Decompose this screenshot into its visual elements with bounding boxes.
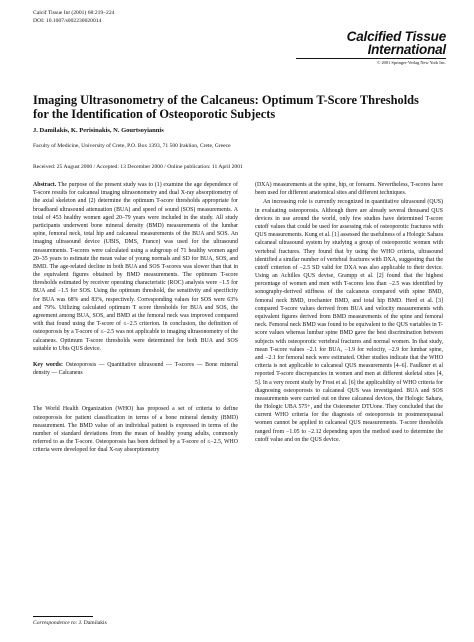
running-header <box>33 9 114 25</box>
keywords-text: Osteoporosis — Quantitative ultrasound — T-scores — Bone mineral density — Calcaneus <box>33 361 239 377</box>
footnote-text <box>33 620 238 626</box>
journal-logo <box>296 30 446 65</box>
doi: DOI: 10.1007/s002230020014 <box>33 18 102 24</box>
body-paragraph-qus: An increasing role is currently recognized in quantitative ultrasound (QUS) in evaluating osteoporosis. Although there are already several thousand QUS devices in use around the world, only few studies have determined T-score cutoff values that could be used for assessing risk of osteoporotic fractures with QUS measurements. Kung et al. [1] assessed the usefulness of a Hologic Sahara calcaneal ultrasound system by studying a group of osteoporotic women with vertebral fractures. They found that by using the WHO criteria, ultrasound identified a similar number of vertebral fractures with DXA, suggesting that the cutoff criterion of −2.5 SD valid for DXA was also applicable to their device. Using an Achilles QUS devise, Grampp et al. [2] found that the highest percentage of women and men with T-scores less than −2.5 was identified by sonography-derived stiffness of the calcaneus compared with spine BMD, femoral neck BMD, trochanter BMD, and total hip BMD. Herd et al. [3] compared T-score values derived from BUA and velocity measurements with equivalent figures derived from BMD measurements of the spine and femoral neck. Femoral neck BMD was found to be equivalent to the QUS variables in T-score values whereas lumbar spine BMD gave the best discrimination between subjects with osteoporotic vertebral fractures and normal women. In that study, mean T-score values −2.1 for BUA, −1.9 for velocity, −2.9 for lumbar spine, and −2.1 for femoral neck were estimated. Other studies indicate that the WHO criteria is not applicable to calcaneal QUS measurements [4–6]. Faulkner et al reported T-score discrepancies in women and men at different skeletal sites [4, 5]. In a very recent study by Frost et al. [6] the applicability of WHO criteria for diagnosing osteoporosis to calcaneal QUS was investigated. BUA and SOS measurements were carried out on three calcaneal devices, the Hologic Sahara, the Hologic UBA 575+, and the Osteometer DTUone. They concluded that the current WHO criteria for the diagnosis of osteoporosis in postmenopausal women cannot be applied to calcaneal QUS measurements. T-score thresholds ranged from −1.05 to −2.12 depending upon the method used to determine the cutoff value and on the QUS device. <box>255 199 443 443</box>
keywords <box>33 361 238 377</box>
keywords-label: Key words: <box>33 361 63 368</box>
logo-line-2: International <box>367 42 446 57</box>
author-list: J. Damilakis, K. Perisinakis, N. Gourtsoyiannis <box>33 127 164 134</box>
right-column <box>255 181 443 444</box>
abstract <box>33 181 238 353</box>
affiliation-line-1: Faculty of Medicine, University of Crete, P.O. Box 1393, 71 500 Iraklion, Crete, Greece <box>33 143 231 149</box>
affiliation <box>33 142 231 150</box>
intro-paragraph: The World Health Organization (WHO) has proposed a set of criteria to define osteoporosis for patient classification in terms of a bone mineral density (BMD) measurement. The BMD value of an individual patient is expressed in terms of the number of standard deviations from the mean of healthy young adults, commonly referred to as the T-score. Osteoporosis has been defined by a T-score of ≤−2.5, WHO criteria were developed for dual X-ray absorptiometry <box>33 406 238 454</box>
journal-citation: Calcif Tissue Int (2001) 68:219–224 <box>33 10 115 16</box>
left-column <box>33 181 238 454</box>
article-title: Imaging Ultrasonometry of the Calcaneus: Optimum T-Score Thresholds for the Identification of Osteoporotic Subjects <box>33 93 419 121</box>
footnote-label: Correspondence to: <box>33 619 78 626</box>
footnote-rule <box>33 616 93 617</box>
logo-copyright: © 2001 Springer-Verlag New York Inc. <box>377 60 446 65</box>
logo-rule <box>296 58 446 59</box>
abstract-label: Abstract. <box>33 182 57 188</box>
footnote-name: J. Damilakis <box>78 619 107 626</box>
abstract-text: The purpose of the present study was to (1) examine the age dependence of T-score results for calcaneal imaging ultrasonometry and dual X-ray absorptiometry of the axial skeleton and (2) determine the optimum T-score thresholds appropriate for broadband ultrasound attenuation (BUA) and speed of sound (SOS) measurements. A total of 453 healthy women aged 20–79 years were included in the study. All study participants underwent bone mineral density (BMD) measurements of the lumbar spine, femoral neck, total hip and calcaneal measurements of the BUA and SOS. An imaging ultrasound device (UBIS, DMS, France) was used for the ultrasound measurements. T-scores were calculated using a subgroup of 71 healthy women aged 20–35 years to estimate the mean value of young normals and SD for BUA, SOS, and BMD. The age-related decline in both BUA and SOS T-scores was slower than that in the equivalent figures obtained by BMD measurements. The optimum T-score thresholds estimated by receiver operating characteristic (ROC) analysis were −1.5 for BUA and −1.5 for SOS. Using the optimum threshold, the sensitivity and specificity for BUA was 68% and 83%, respectively. Corresponding values for SOS were 63% and 79%. Utilizing calculated optimum T score thresholds for BUA and SOS, the agreement among BUA, SOS, and BMD at the femoral neck was improved compared with that found using the T-score of ≤−2.5 criterion. In conclusion, the definition of osteoporosis by a T-score of ≤−2.5 was not applicable to imaging ultrasonometry of the calcaneus. Optimum T-score thresholds were determined for both BUA and SOS suitable to Ubis QUS device. <box>33 182 238 352</box>
body-paragraph-continued: (DXA) measurements at the spine, hip, or forearm. Nevertheless, T-scores have been used for different anatomical sites and different techniques. <box>255 182 443 197</box>
logo-line-1: Calcified Tissue <box>346 29 446 44</box>
correspondence-footnote <box>33 616 238 626</box>
received-dates: Received: 25 August 2000 / Accepted: 13 December 2000 / Online publication: 11 April 2001 <box>33 164 243 170</box>
